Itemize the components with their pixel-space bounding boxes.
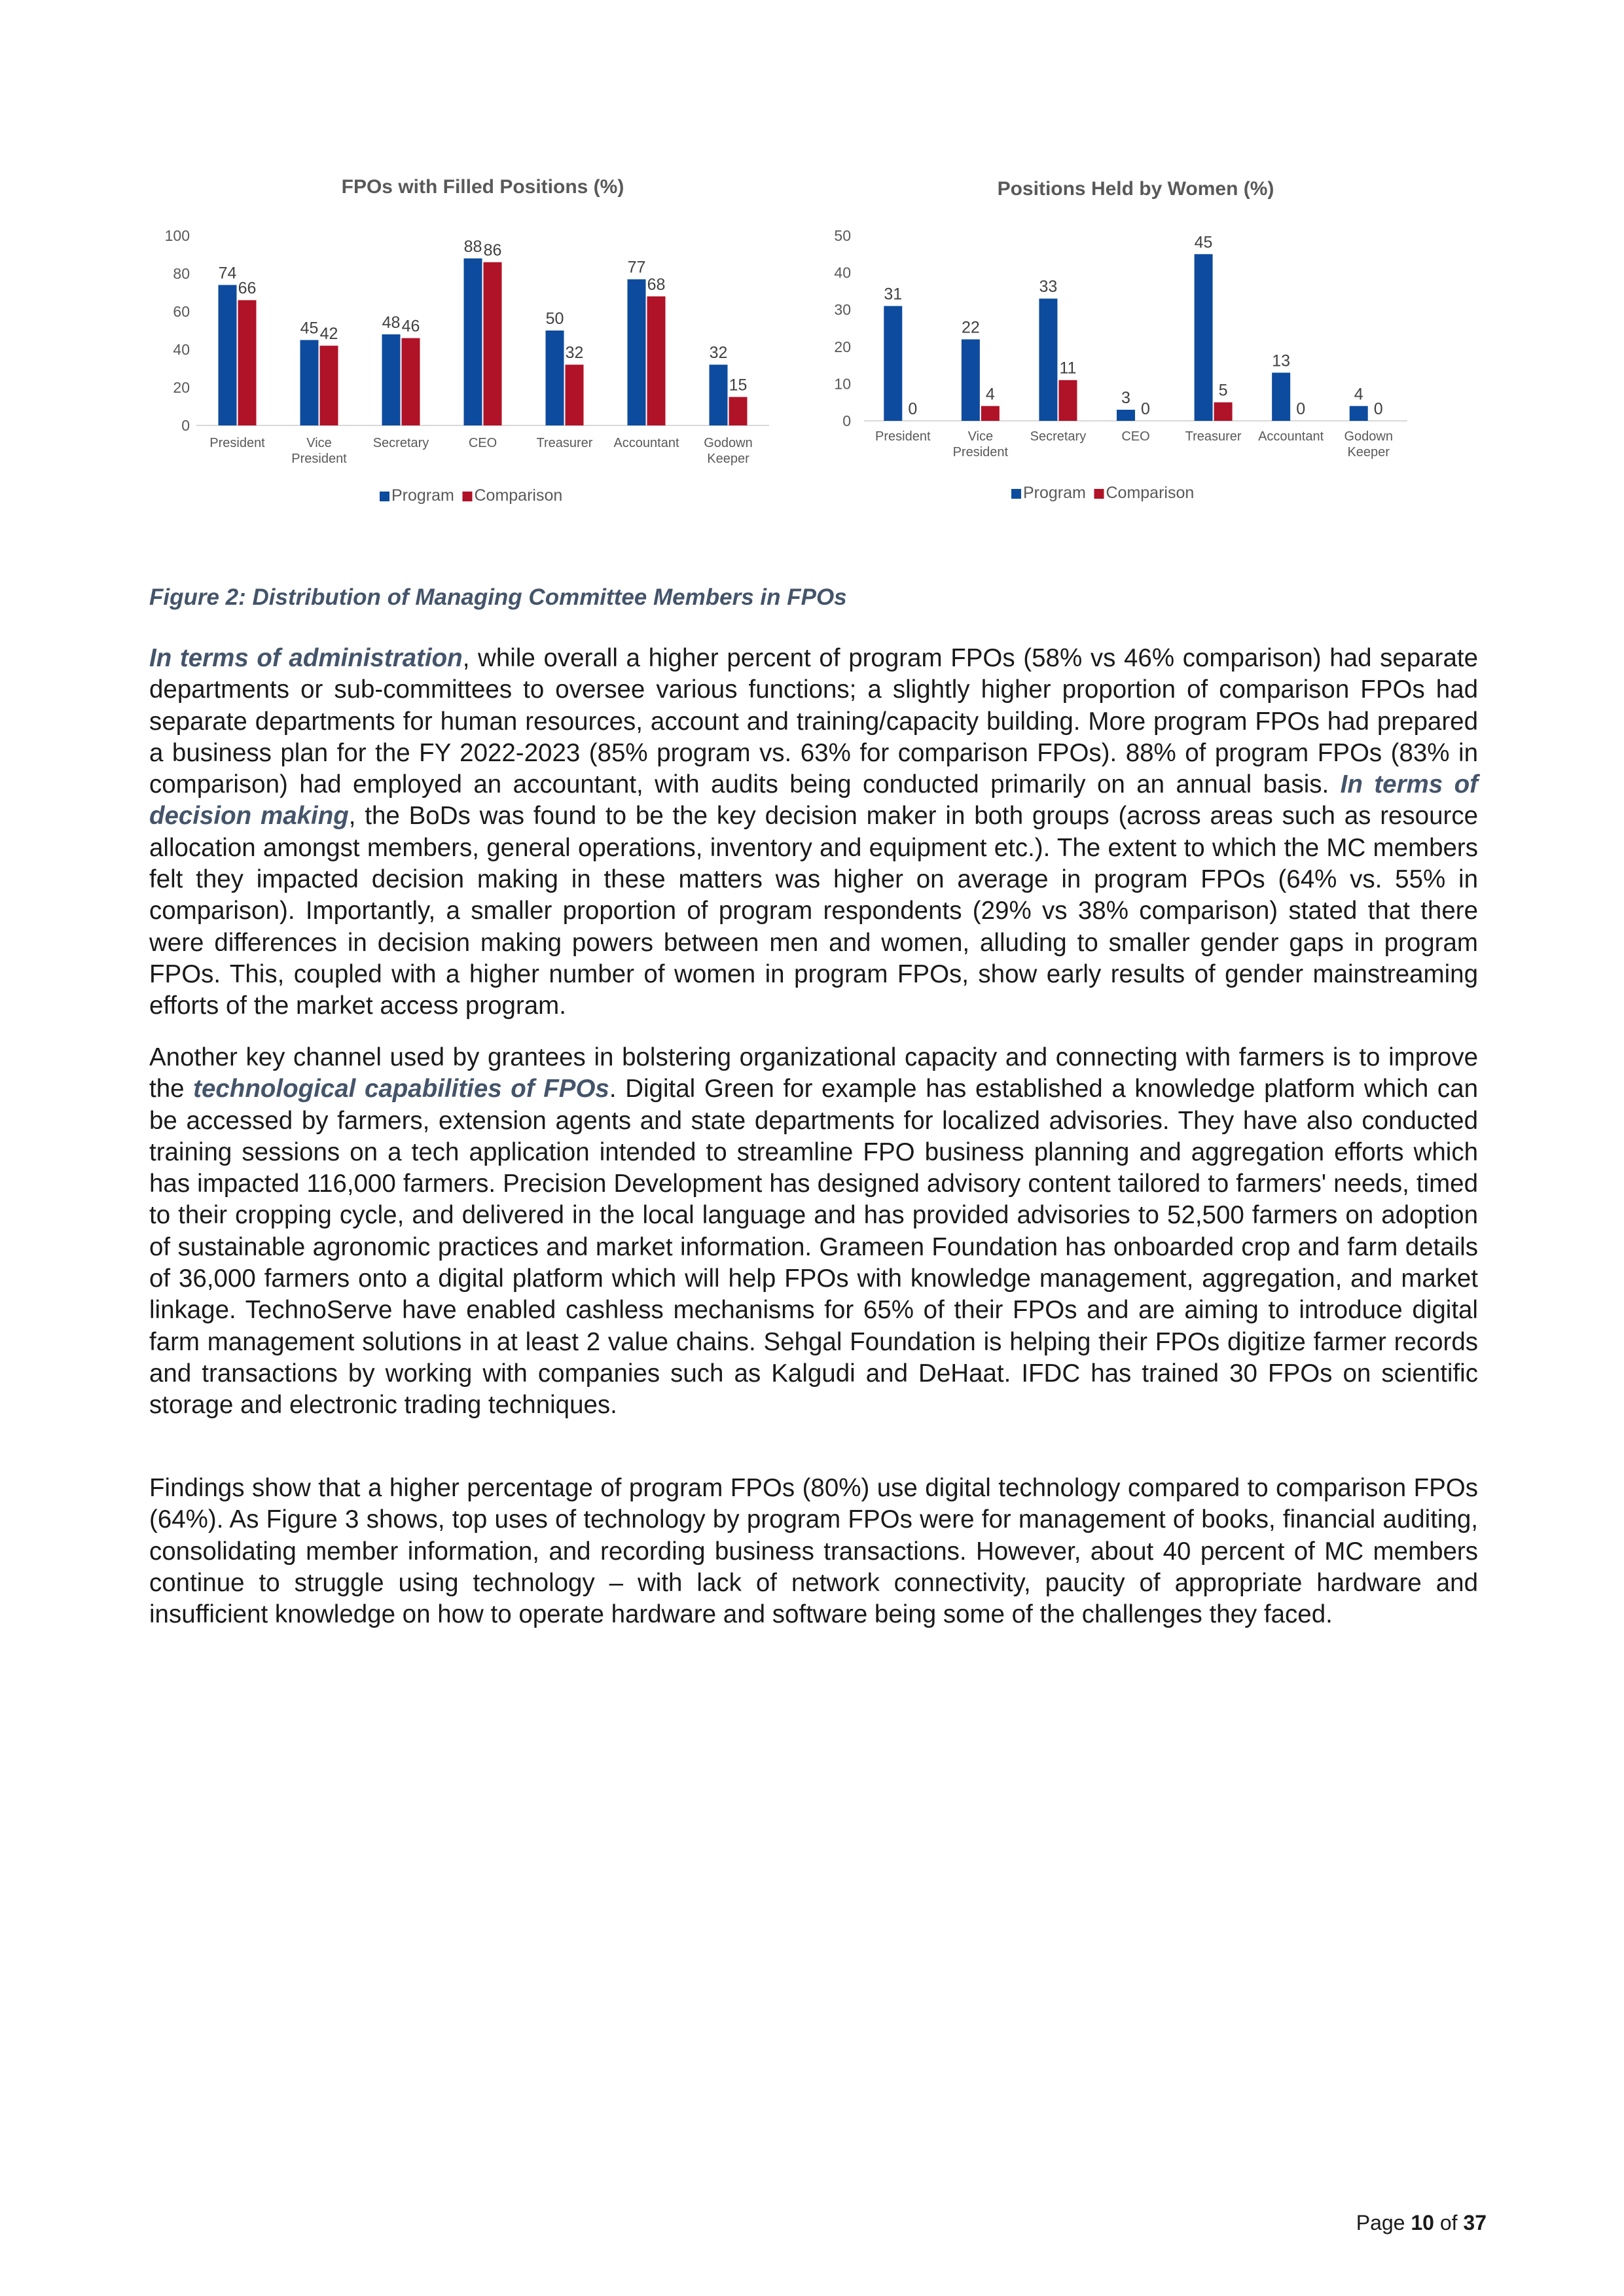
y-tick-label: 50 bbox=[834, 227, 851, 244]
bar-comparison-2 bbox=[1058, 380, 1077, 421]
page-prefix: Page bbox=[1356, 2211, 1411, 2234]
page-of: of bbox=[1434, 2211, 1464, 2234]
x-tick-label: Secretary bbox=[372, 436, 429, 450]
paragraph-findings: Findings show that a higher percentage of program FPOs (80%) use digital technology compared to comparison FPOs (64%). As Figure 3 shows, top uses of technology by program FPOs were for management of books, financial auditing, consolidating member information, and recording business transactions. However, about 40 percent of MC members continue to struggle using technology – with lack of network connectivity, paucity of appropriate hardware and insufficient knowledge on how to operate hardware and software being some of the challenges they faced. bbox=[149, 1474, 1478, 1629]
bar-program-5 bbox=[628, 279, 646, 425]
data-label: 74 bbox=[218, 264, 237, 283]
bar-comparison-6 bbox=[729, 397, 748, 426]
x-tick-label: CEO bbox=[468, 436, 497, 450]
legend-swatch-comparison bbox=[463, 492, 473, 501]
bar-comparison-2 bbox=[402, 338, 420, 425]
x-tick-label: Godown Keeper bbox=[1344, 429, 1393, 459]
paragraph-text: . Digital Green for example has established a knowledge platform which can be accessed by farmers, extension agents and state departments for localized advisories. They have also conducted training sessions on a tech application intended to streamline FPO business planning and aggregation efforts which has impacted 116,000 farmers. Precision Development has designed advisory content tailored to farmers' needs, timed to their cropping cycle, and delivered in the local language and has provided advisories to 52,500 farmers on adoption of sustainable agronomic practices and market information. Grameen Foundation has onboarded crop and farm details of 36,000 farmers onto a digital platform which will help FPOs with knowledge management, aggregation, and market linkage. TechnoServe have enabled cashless mechanisms for 65% of their FPOs and are aiming to introduce digital farm management solutions in at least 2 value chains. Sehgal Foundation is helping their FPOs digitize farmer records and transactions by working with companies such as Kalgudi and DeHaat. IFDC has trained 30 FPOs on scientific storage and electronic trading techniques. bbox=[149, 1075, 1479, 1420]
data-label: 66 bbox=[238, 279, 257, 298]
figure-caption: Figure 2: Distribution of Managing Committee Members in FPOs bbox=[149, 584, 847, 610]
legend-label-comparison: Comparison bbox=[474, 486, 563, 505]
paragraph-technology bbox=[149, 1042, 1478, 1422]
bar-comparison-1 bbox=[320, 346, 338, 425]
data-label: 32 bbox=[565, 344, 584, 363]
paragraph-administration bbox=[149, 643, 1478, 1022]
y-tick-label: 60 bbox=[173, 303, 190, 320]
y-tick-label: 40 bbox=[834, 264, 851, 281]
lead-decision-making: In terms of decision making bbox=[149, 770, 1479, 831]
x-tick-label: Accountant bbox=[1258, 429, 1324, 444]
x-tick-label: Secretary bbox=[1030, 429, 1087, 444]
bar-comparison-3 bbox=[484, 262, 502, 425]
data-label: 4 bbox=[1354, 385, 1363, 404]
bar-program-4 bbox=[1195, 254, 1213, 421]
bar-program-4 bbox=[546, 331, 564, 425]
bar-program-1 bbox=[962, 339, 980, 421]
paragraph-text: , the BoDs was found to be the key decision maker in both groups (across areas such as resource allocation amongst members, general operations, inventory and equipment etc.). The extent to which the MC members felt they impacted decision making in these matters was higher on average in program FPOs (64% vs. 55% in comparison). Importantly, a smaller proportion of program respondents (29% vs 38% comparison) stated that there were differences in decision making powers between men and women, alluding to smaller gender gaps in program FPOs. This, coupled with a higher number of women in program FPOs, show early results of gender mainstreaming efforts of the market access program. bbox=[149, 802, 1478, 1020]
x-tick-label: Vice President bbox=[291, 436, 347, 466]
page-footer bbox=[1356, 2211, 1487, 2235]
bar-program-5 bbox=[1272, 372, 1290, 421]
bar-program-0 bbox=[219, 285, 237, 425]
data-label: 22 bbox=[961, 318, 980, 337]
y-tick-label: 80 bbox=[173, 265, 190, 282]
y-tick-label: 20 bbox=[173, 379, 190, 396]
data-label: 0 bbox=[1296, 400, 1306, 418]
y-tick-label: 10 bbox=[834, 375, 851, 393]
chart-title: FPOs with Filled Positions (%) bbox=[341, 176, 624, 198]
y-tick-label: 30 bbox=[834, 301, 851, 319]
bar-program-2 bbox=[1039, 298, 1057, 421]
data-label: 77 bbox=[627, 258, 646, 277]
data-label: 15 bbox=[729, 376, 748, 395]
data-label: 46 bbox=[401, 317, 420, 336]
data-label: 33 bbox=[1039, 278, 1058, 296]
bar-program-6 bbox=[1350, 406, 1368, 421]
x-tick-label: Treasurer bbox=[1185, 429, 1242, 444]
x-tick-label: CEO bbox=[1121, 429, 1150, 444]
bar-program-6 bbox=[710, 365, 728, 425]
y-tick-label: 100 bbox=[164, 227, 190, 244]
paragraph-text: Another key channel used by grantees in bolstering organizational capacity and connecting with farmers is to improve the bbox=[149, 1043, 1478, 1103]
y-tick-label: 20 bbox=[834, 338, 851, 355]
data-label: 45 bbox=[1194, 233, 1213, 252]
data-label: 42 bbox=[319, 325, 338, 344]
chart-title: Positions Held by Women (%) bbox=[997, 178, 1274, 200]
x-tick-label: Vice President bbox=[952, 429, 1009, 459]
bar-program-3 bbox=[1117, 410, 1135, 421]
data-label: 11 bbox=[1059, 359, 1077, 378]
y-tick-label: 0 bbox=[181, 417, 190, 434]
legend-swatch-comparison bbox=[1094, 489, 1104, 499]
data-label: 86 bbox=[483, 241, 502, 260]
bar-comparison-4 bbox=[566, 365, 584, 425]
legend-swatch-program bbox=[1011, 489, 1021, 499]
legend-label-program: Program bbox=[1023, 484, 1086, 502]
data-label: 5 bbox=[1218, 381, 1228, 400]
legend-swatch-program bbox=[380, 492, 389, 501]
bar-comparison-0 bbox=[238, 300, 257, 425]
data-label: 0 bbox=[908, 400, 918, 418]
legend-label-program: Program bbox=[391, 486, 454, 505]
x-tick-label: Treasurer bbox=[536, 436, 593, 450]
chart-women-positions bbox=[805, 167, 1434, 533]
x-tick-label: President bbox=[875, 429, 931, 444]
chart-filled-positions-svg bbox=[151, 167, 805, 533]
data-label: 32 bbox=[709, 344, 728, 363]
data-label: 3 bbox=[1121, 389, 1130, 408]
x-tick-label: President bbox=[209, 436, 265, 450]
bar-comparison-4 bbox=[1214, 403, 1233, 421]
y-tick-label: 0 bbox=[842, 412, 851, 429]
lead-technological-capabilities: technological capabilities of FPOs bbox=[193, 1075, 609, 1103]
page-number: 10 bbox=[1411, 2211, 1434, 2234]
x-tick-label: Accountant bbox=[613, 436, 679, 450]
legend-label-comparison: Comparison bbox=[1106, 484, 1195, 502]
bar-comparison-5 bbox=[647, 296, 666, 425]
bar-program-3 bbox=[464, 259, 482, 425]
data-label: 45 bbox=[300, 319, 319, 338]
data-label: 0 bbox=[1141, 400, 1150, 418]
chart-filled-positions bbox=[151, 167, 805, 533]
data-label: 50 bbox=[545, 310, 564, 328]
bar-program-1 bbox=[300, 340, 319, 426]
page-total: 37 bbox=[1463, 2211, 1487, 2234]
bar-program-2 bbox=[382, 334, 401, 425]
chart-women-positions-svg bbox=[805, 167, 1434, 533]
data-label: 31 bbox=[884, 285, 903, 304]
paragraph-text: , while overall a higher percent of program FPOs (58% vs 46% comparison) had separate departments or sub-committees to oversee various functions; a slightly higher proportion of comparison FPOs had separate departments for human resources, account and training/capacity building. More program FPOs had prepared a business plan for the FY 2022-2023 (85% program vs. 63% for comparison FPOs). 88% of program FPOs (83% in comparison) had employed an accountant, with audits being conducted primarily on an annual basis. bbox=[149, 644, 1478, 799]
x-tick-label: Godown Keeper bbox=[704, 436, 753, 466]
data-label: 13 bbox=[1272, 351, 1291, 370]
lead-administration: In terms of administration bbox=[149, 644, 463, 672]
y-tick-label: 40 bbox=[173, 341, 190, 358]
data-label: 48 bbox=[382, 313, 401, 332]
bar-comparison-1 bbox=[981, 406, 1000, 421]
data-label: 4 bbox=[985, 385, 995, 404]
bar-program-0 bbox=[884, 306, 902, 421]
data-label: 68 bbox=[647, 275, 666, 294]
data-label: 88 bbox=[463, 237, 482, 256]
data-label: 0 bbox=[1373, 400, 1383, 418]
